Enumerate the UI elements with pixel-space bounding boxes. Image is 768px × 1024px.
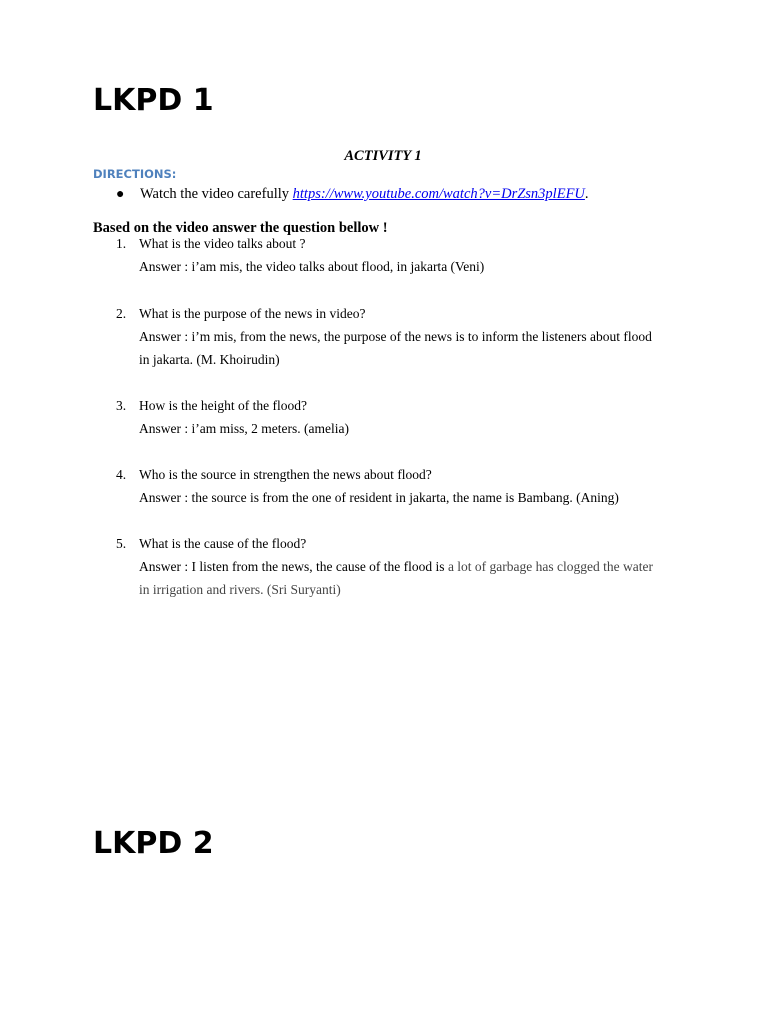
question-text: What is the cause of the flood? bbox=[139, 536, 307, 551]
youtube-link[interactable]: https://www.youtube.com/watch?v=DrZsn3plEFU bbox=[292, 186, 585, 202]
lkpd1-heading: LKPD 1 bbox=[93, 83, 214, 118]
question-text: Who is the source in strengthen the news about flood? bbox=[139, 467, 432, 482]
question-number: 3. bbox=[116, 398, 127, 413]
activity-title: ACTIVITY 1 bbox=[344, 148, 422, 164]
question-number: 4. bbox=[116, 467, 127, 482]
question-number: 2. bbox=[116, 306, 127, 321]
answer-text bbox=[139, 555, 659, 601]
answer-text: Answer : the source is from the one of resident in jakarta, the name is Bambang. (Aning) bbox=[139, 490, 619, 505]
video-instruction-bullet bbox=[116, 185, 589, 204]
bullet-text: Watch the video carefully bbox=[140, 186, 293, 202]
bullet-dot-icon: ● bbox=[116, 187, 125, 202]
question-number: 5. bbox=[116, 536, 127, 551]
answer-text: Answer : i’m mis, from the news, the purpose of the news is to inform the listeners about flood in jakarta. (M. Khoirudin) bbox=[139, 329, 652, 367]
answer-text: Answer : i’am mis, the video talks about flood, in jakarta (Veni) bbox=[139, 259, 485, 274]
directions-label: DIRECTIONS: bbox=[93, 167, 177, 181]
answer-part-1: Answer : I listen from the news, the cause of the flood is bbox=[139, 559, 448, 574]
question-text: What is the purpose of the news in video? bbox=[139, 306, 366, 321]
answer-text: Answer : i’am miss, 2 meters. (amelia) bbox=[139, 421, 349, 436]
bullet-trailing: . bbox=[584, 186, 589, 202]
question-text: What is the video talks about ? bbox=[139, 236, 306, 251]
answer-part-2: a lot of garbage has clogged the water in irrigation and rivers. bbox=[139, 559, 653, 597]
question-text: How is the height of the flood? bbox=[139, 398, 307, 413]
answer-part-3: (Sri Suryanti) bbox=[263, 582, 341, 597]
question-number: 1. bbox=[116, 236, 127, 251]
question-instruction: Based on the video answer the question bellow ! bbox=[93, 220, 388, 236]
lkpd2-heading: LKPD 2 bbox=[93, 826, 214, 861]
